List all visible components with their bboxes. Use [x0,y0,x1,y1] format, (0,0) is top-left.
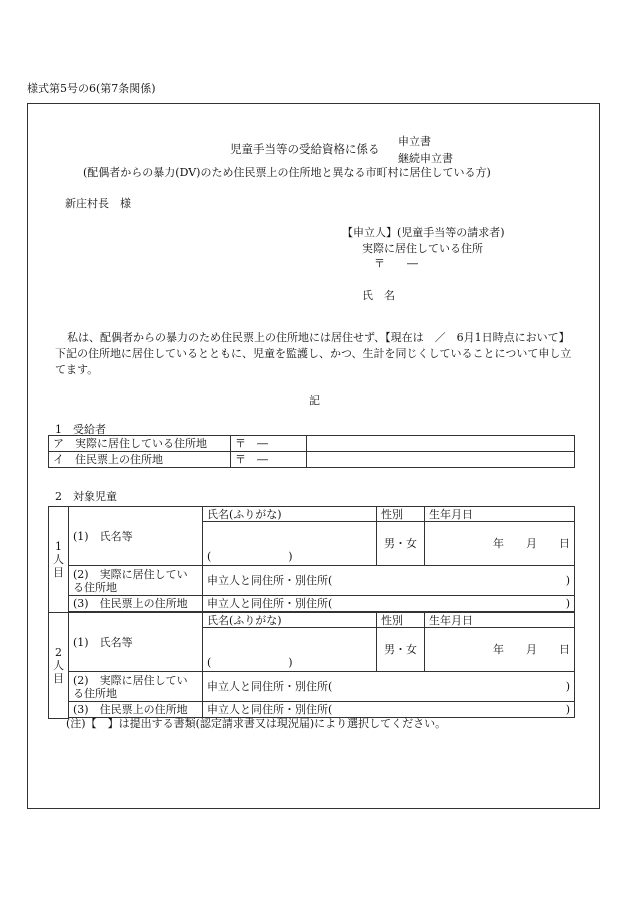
child-1-dob-field[interactable]: 年 月 日 [425,522,575,566]
child-2-dob-field[interactable]: 年 月 日 [425,628,575,672]
applicant-name-label: 氏 名 [362,289,395,302]
statement: 私は、配偶者からの暴力のため住民票上の住所地には居住せず、【現在は ／ 6月1日時点において】下記の住所地に居住しているとともに、児童を監護し、かつ、生計を同じくしていることについて申し立てます。 [55,331,572,376]
table-row [49,566,575,596]
applicant-address-label: 実際に居住している住所 [362,242,483,255]
child-2-registry-field[interactable]: 申立人と同住所・別住所( ) [203,702,575,718]
child-2-address-field[interactable]: 申立人と同住所・別住所( ) [203,672,575,702]
title-option-1: 申立書 [398,135,431,148]
child-1-address-field[interactable]: 申立人と同住所・別住所( ) [203,566,575,596]
form-id: 様式第5号の6(第7条関係) [27,82,156,95]
dob-header: 生年月日 [425,613,575,628]
table-row [49,436,575,452]
child-1-registry-label: (3) 住民票上の住所地 [69,596,203,612]
child-2-sex-field[interactable]: 男・女 [377,628,425,672]
child-2-address-label: (2) 実際に居住している住所地 [69,672,203,702]
table-row [49,672,575,702]
child-1-name-label: (1) 氏名等 [69,507,203,566]
child-2-name-field[interactable]: ( ) [203,628,377,672]
recipient-row-label: ア 実際に居住している住所地 [49,436,231,452]
child-2-registry-label: (3) 住民票上の住所地 [69,702,203,718]
children-table [48,506,575,719]
child-1-registry-field[interactable]: 申立人と同住所・別住所( ) [203,596,575,612]
table-row [49,452,575,468]
recipient-row-label: イ 住民票上の住所地 [49,452,231,468]
recipient-address-field[interactable] [307,452,575,468]
addressee: 新庄村長 様 [65,197,131,210]
table-row [49,613,575,628]
title-option-2: 継続申立書 [398,152,453,165]
child-1-sex-field[interactable]: 男・女 [377,522,425,566]
table-row [49,507,575,522]
child-1-name-field[interactable]: ( ) [203,522,377,566]
applicant-postal: 〒 ― [374,257,418,270]
sex-header: 性別 [377,507,425,522]
name-header: 氏名(ふりがな) [203,613,377,628]
ki-marker: 記 [309,394,320,407]
section1-title: 1 受給者 [55,423,106,436]
recipient-postal[interactable]: 〒 ― [231,452,307,468]
name-header: 氏名(ふりがな) [203,507,377,522]
applicant-heading: 【申立人】(児童手当等の請求者) [342,226,505,239]
section2-title: 2 対象児童 [55,490,117,503]
table-row [49,596,575,612]
child-2-number: 2 人 目 [49,613,69,719]
sex-header: 性別 [377,613,425,628]
recipient-postal[interactable]: 〒 ― [231,436,307,452]
dob-header: 生年月日 [425,507,575,522]
child-1-address-label: (2) 実際に居住している住所地 [69,566,203,596]
child-2-name-label: (1) 氏名等 [69,613,203,672]
title-main: 児童手当等の受給資格に係る [230,142,380,156]
note: (注)【 】は提出する書類(認定請求書又は現況届)により選択してください。 [66,717,447,730]
recipient-table [48,435,575,468]
recipient-address-field[interactable] [307,436,575,452]
child-1-number: 1 人 目 [49,507,69,613]
subtitle: (配偶者からの暴力(DV)のため住民票上の住所地と異なる市町村に居住している方) [83,166,491,179]
